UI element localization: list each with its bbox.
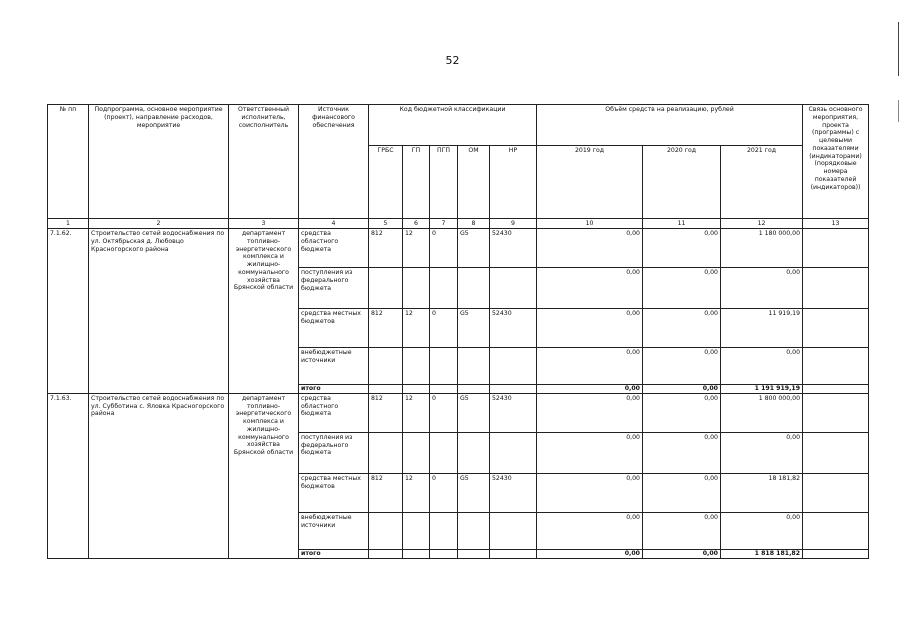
amount-2019: 0,00 [537, 393, 643, 432]
amount-2020: 0,00 [643, 512, 721, 549]
amount-2020: 0,00 [643, 229, 721, 268]
code-grbs: 812 [369, 473, 403, 512]
indicator-link [803, 473, 869, 512]
amount-2021: 18 181,82 [721, 473, 803, 512]
item-number: 7.1.62. [48, 229, 89, 394]
total-code-empty [458, 549, 490, 558]
indicator-link [803, 229, 869, 268]
amount-2020: 0,00 [643, 432, 721, 473]
code-pgp: 0 [430, 393, 458, 432]
code-gp [403, 512, 430, 549]
amount-2021: 0,00 [721, 268, 803, 309]
code-om: G5 [458, 309, 490, 348]
code-grbs [369, 348, 403, 385]
code-gp: 12 [403, 473, 430, 512]
total-code-empty [369, 385, 403, 394]
indicator-link [803, 348, 869, 385]
item-executor: департамент топливно-энергетического комплекса и жилищно-коммунального хозяйства Брянской области [229, 393, 299, 558]
amount-2019: 0,00 [537, 309, 643, 348]
code-gp: 12 [403, 393, 430, 432]
column-number: 2 [89, 219, 229, 229]
amount-2020: 0,00 [643, 348, 721, 385]
header-row [48, 105, 869, 146]
indicator-link [803, 393, 869, 432]
total-2020: 0,00 [643, 549, 721, 558]
code-grbs: 812 [369, 229, 403, 268]
code-grbs [369, 432, 403, 473]
column-number: 12 [721, 219, 803, 229]
amount-2019: 0,00 [537, 268, 643, 309]
amount-2021: 11 919,19 [721, 309, 803, 348]
column-number: 4 [299, 219, 369, 229]
code-om [458, 432, 490, 473]
code-gp [403, 348, 430, 385]
source-row [48, 393, 869, 432]
code-gp [403, 268, 430, 309]
indicator-link [803, 432, 869, 473]
column-number: 7 [430, 219, 458, 229]
item-executor: департамент топливно-энергетического комплекса и жилищно-коммунального хозяйства Брянской области [229, 229, 299, 394]
amount-2019: 0,00 [537, 512, 643, 549]
page-number: 52 [445, 54, 460, 67]
total-2021: 1 191 919,19 [721, 385, 803, 394]
code-pgp [430, 512, 458, 549]
total-2019: 0,00 [537, 385, 643, 394]
header-budget-code: Код бюджетной классификации [369, 105, 537, 146]
amount-2021: 0,00 [721, 432, 803, 473]
amount-2021: 0,00 [721, 512, 803, 549]
code-grbs [369, 268, 403, 309]
column-number: 11 [643, 219, 721, 229]
scan-edge-line [898, 22, 899, 76]
source-label: средства местных бюджетов [299, 309, 369, 348]
code-pgp [430, 268, 458, 309]
amount-2021: 1 800 000,00 [721, 393, 803, 432]
code-om [458, 348, 490, 385]
total-code-empty [490, 549, 537, 558]
total-code-empty [490, 385, 537, 394]
header-grbs: ГРБС [369, 146, 403, 219]
amount-2020: 0,00 [643, 473, 721, 512]
source-label: средства областного бюджета [299, 229, 369, 268]
code-np [490, 432, 537, 473]
total-code-empty [430, 549, 458, 558]
code-grbs: 812 [369, 309, 403, 348]
code-grbs [369, 512, 403, 549]
code-pgp: 0 [430, 309, 458, 348]
amount-2020: 0,00 [643, 268, 721, 309]
indicator-link [803, 512, 869, 549]
total-label: итого [299, 385, 369, 394]
source-label: средства местных бюджетов [299, 473, 369, 512]
code-gp [403, 432, 430, 473]
amount-2019: 0,00 [537, 229, 643, 268]
total-link-empty [803, 385, 869, 394]
column-number: 6 [403, 219, 430, 229]
header-2019: 2019 год [537, 146, 643, 219]
header-gp: ГП [403, 146, 430, 219]
item-name: Строительство сетей водоснабжения по ул. Субботина с. Яловка Красногорского района [89, 393, 229, 558]
code-gp: 12 [403, 309, 430, 348]
source-label: внебюджетные источники [299, 348, 369, 385]
column-number: 13 [803, 219, 869, 229]
total-2021: 1 818 181,82 [721, 549, 803, 558]
column-number: 10 [537, 219, 643, 229]
amount-2020: 0,00 [643, 393, 721, 432]
code-om [458, 268, 490, 309]
total-code-empty [369, 549, 403, 558]
header-amount: Объём средств на реализацию, рублей [537, 105, 803, 146]
item-number: 7.1.63. [48, 393, 89, 558]
code-om [458, 512, 490, 549]
source-label: средства областного бюджета [299, 393, 369, 432]
amount-2019: 0,00 [537, 473, 643, 512]
code-np [490, 512, 537, 549]
header-link: Связь основного мероприятия, проекта (программы) с целевыми показателями (индикаторами) (порядковые номера показателей (индикаторов)) [803, 105, 869, 219]
total-2019: 0,00 [537, 549, 643, 558]
total-code-empty [403, 385, 430, 394]
code-np: 52430 [490, 229, 537, 268]
budget-table [47, 104, 869, 559]
scan-edge-line [898, 100, 899, 122]
header-source: Источник финансового обеспечения [299, 105, 369, 219]
amount-2021: 0,00 [721, 348, 803, 385]
source-label: поступления из федерального бюджета [299, 268, 369, 309]
header-2021: 2021 год [721, 146, 803, 219]
header-num: № пп [48, 105, 89, 219]
total-link-empty [803, 549, 869, 558]
column-number: 1 [48, 219, 89, 229]
column-number: 3 [229, 219, 299, 229]
amount-2020: 0,00 [643, 309, 721, 348]
code-om: G5 [458, 393, 490, 432]
code-gp: 12 [403, 229, 430, 268]
code-pgp: 0 [430, 229, 458, 268]
column-number: 5 [369, 219, 403, 229]
column-number: 9 [490, 219, 537, 229]
column-number-row [48, 219, 869, 229]
code-om: G5 [458, 229, 490, 268]
header-program: Подпрограмма, основное мероприятие (проект), направление расходов, мероприятие [89, 105, 229, 219]
total-code-empty [458, 385, 490, 394]
code-grbs: 812 [369, 393, 403, 432]
header-om: ОМ [458, 146, 490, 219]
source-label: внебюджетные источники [299, 512, 369, 549]
header-pgp: ПГП [430, 146, 458, 219]
column-number: 8 [458, 219, 490, 229]
code-pgp [430, 348, 458, 385]
code-np: 52430 [490, 393, 537, 432]
code-np: 52430 [490, 473, 537, 512]
total-code-empty [430, 385, 458, 394]
code-om: G5 [458, 473, 490, 512]
source-label: поступления из федерального бюджета [299, 432, 369, 473]
amount-2019: 0,00 [537, 432, 643, 473]
amount-2021: 1 180 000,00 [721, 229, 803, 268]
indicator-link [803, 309, 869, 348]
code-np: 52430 [490, 309, 537, 348]
total-label: итого [299, 549, 369, 558]
header-np: НР [490, 146, 537, 219]
indicator-link [803, 268, 869, 309]
header-executor: Ответственный исполнитель, соисполнитель [229, 105, 299, 219]
header-2020: 2020 год [643, 146, 721, 219]
source-row [48, 229, 869, 268]
item-name: Строительство сетей водоснабжения по ул. Октябрьская д. Любовцо Красногорского района [89, 229, 229, 394]
total-2020: 0,00 [643, 385, 721, 394]
code-pgp [430, 432, 458, 473]
amount-2019: 0,00 [537, 348, 643, 385]
code-np [490, 268, 537, 309]
total-code-empty [403, 549, 430, 558]
code-pgp: 0 [430, 473, 458, 512]
code-np [490, 348, 537, 385]
